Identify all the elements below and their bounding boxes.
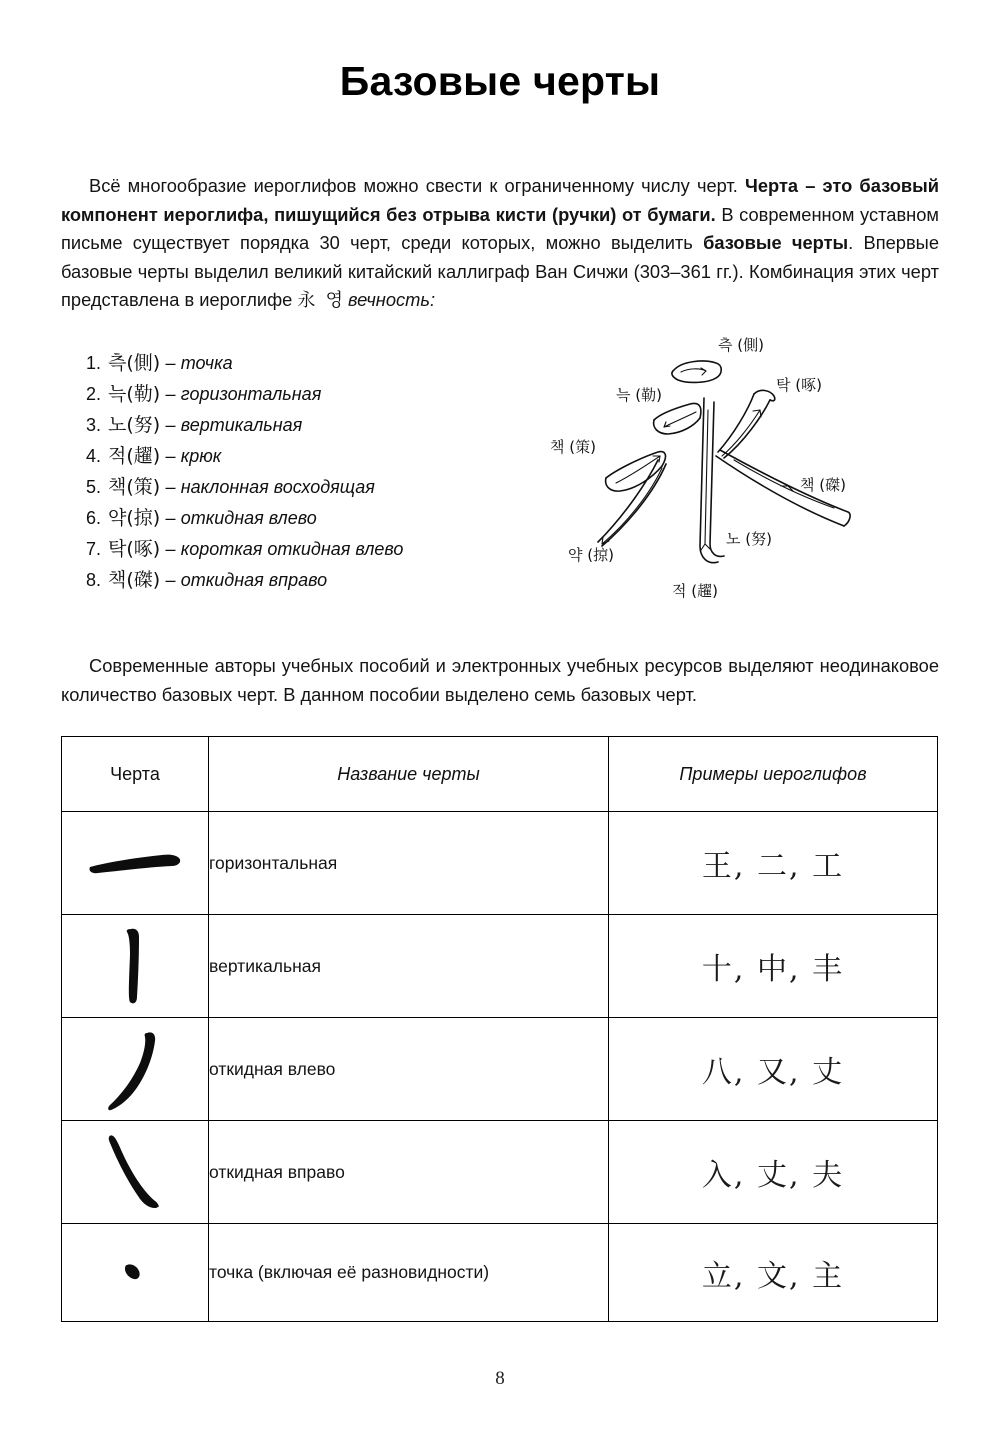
list-item-hanja: 늑(勒)	[108, 383, 161, 405]
list-item-dash: –	[165, 384, 176, 404]
table-row	[62, 1018, 938, 1121]
list-item-dash: –	[165, 353, 176, 373]
horizontal-stroke-icon	[80, 833, 190, 893]
list-item-number: 8.	[86, 570, 102, 590]
intro-italic-tail: вечность:	[348, 289, 436, 311]
list-item-dash: –	[165, 508, 176, 528]
list-item-hanja: 측(側)	[108, 352, 161, 374]
column-header-stroke: Черта	[62, 737, 209, 812]
dot-stroke-icon	[110, 1251, 160, 1295]
stroke-examples-cell: 十, 中, 丰	[609, 915, 938, 1018]
list-item-hanja: 노(努)	[108, 414, 161, 436]
page-number: 8	[495, 1368, 505, 1389]
list-item-hanja: 책(磔)	[108, 569, 161, 591]
table-body	[62, 812, 938, 1322]
list-item-description: откидная влево	[180, 508, 317, 528]
list-item-description: короткая откидная влево	[180, 539, 404, 559]
list-item-dash: –	[165, 446, 176, 466]
list-item-description: крюк	[180, 446, 222, 466]
intro-segment-2: В современном уставном письме существует порядка 30 черт, среди которых, можно выделить	[61, 203, 940, 254]
list-item-dash: –	[165, 415, 176, 435]
diagram-label-no: 노 (努)	[726, 530, 772, 548]
intro-paragraph	[61, 172, 939, 316]
stroke-examples-cell: 王, 二, 工	[609, 812, 938, 915]
list-item-description: точка	[180, 353, 233, 373]
right-falling-stroke-icon	[99, 1128, 171, 1216]
table-row	[62, 915, 938, 1018]
table-row	[62, 1224, 938, 1322]
han-character-yong: 永	[297, 290, 316, 312]
list-item-description: наклонная восходящая	[180, 477, 375, 497]
stroke-examples-cell: 入, 丈, 夫	[609, 1121, 938, 1224]
list-item	[86, 565, 516, 596]
list-item	[86, 472, 516, 503]
stroke-name-cell: откидная вправо	[209, 1121, 609, 1224]
yong-character-outline-svg	[548, 332, 944, 610]
list-item	[86, 503, 516, 534]
table-header-row	[62, 737, 938, 812]
list-item-hanja: 약(掠)	[108, 507, 161, 529]
stroke-glyph-cell	[62, 1121, 209, 1224]
stroke-name-cell: горизонтальная	[209, 812, 609, 915]
list-item-hanja: 책(策)	[108, 476, 161, 498]
list-item-hanja: 적(趯)	[108, 445, 161, 467]
table-header	[62, 737, 938, 812]
table-row	[62, 1121, 938, 1224]
stroke-name-cell: вертикальная	[209, 915, 609, 1018]
list-item	[86, 379, 516, 410]
vertical-stroke-icon	[105, 923, 165, 1009]
intro-segment-1: Всё многообразие иероглифов можно свести к ограниченному числу черт.	[89, 175, 745, 196]
list-item-number: 2.	[86, 384, 102, 404]
stroke-name-list	[86, 348, 516, 596]
list-item-number: 7.	[86, 539, 102, 559]
list-item-dash: –	[165, 539, 176, 559]
list-item-number: 5.	[86, 477, 102, 497]
stroke-glyph-cell	[62, 812, 209, 915]
list-item	[86, 410, 516, 441]
list-item-number: 6.	[86, 508, 102, 528]
stroke-name-cell: откидная влево	[209, 1018, 609, 1121]
column-header-examples: Примеры иероглифов	[609, 737, 938, 812]
stroke-glyph-cell	[62, 1224, 209, 1322]
yong-stroke-diagram	[548, 332, 944, 610]
list-item-description: откидная вправо	[180, 570, 328, 590]
intro-segment-3: . Впервые базовые черты выделил великий китайский каллиграф Ван Сичжи (303–361 гг.). Комбинация этих черт представлена в иероглифе	[61, 232, 939, 311]
diagram-label-neuk: 늑 (勒)	[616, 386, 662, 404]
left-falling-stroke-icon	[100, 1025, 170, 1113]
second-paragraph: Современные авторы учебных пособий и электронных учебных ресурсов выделяют неодинаковое количество базовых черт. В данном пособии выделено семь базовых черт.	[61, 655, 939, 705]
list-item-description: горизонтальная	[180, 384, 322, 404]
table-row	[62, 812, 938, 915]
hangul-yeong: 영	[325, 290, 343, 312]
intro-bold-2: базовые черты	[703, 232, 849, 254]
list-item-dash: –	[165, 570, 176, 590]
column-header-name: Название черты	[209, 737, 609, 812]
diagram-label-tak: 탁 (啄)	[776, 376, 822, 394]
list-item-description: вертикальная	[180, 415, 303, 435]
list-item-dash: –	[165, 477, 176, 497]
diagram-label-cheuk: 측 (側)	[718, 336, 764, 354]
list-item	[86, 441, 516, 472]
list-item-number: 3.	[86, 415, 102, 435]
list-item-number: 4.	[86, 446, 102, 466]
intro-bold-1: Черта – это базовый компонент иероглифа, пишущийся без отрыва кисти (ручки) от бумаги.	[61, 175, 939, 225]
stroke-examples-cell: 八, 又, 丈	[609, 1018, 938, 1121]
list-item-number: 1.	[86, 353, 102, 373]
basic-strokes-table	[61, 736, 938, 1322]
page-title: Базовые черты	[339, 58, 661, 104]
diagram-label-jeok: 적 (趯)	[672, 582, 718, 600]
diagram-label-chaek-taek: 책 (磔)	[800, 476, 846, 494]
list-item-hanja: 탁(啄)	[108, 538, 161, 560]
stroke-name-cell: точка (включая её разновидности)	[209, 1224, 609, 1322]
list-item	[86, 348, 516, 379]
list-item	[86, 534, 516, 565]
diagram-label-chaek-chaek: 책 (策)	[550, 438, 596, 456]
diagram-label-yak: 약 (掠)	[568, 546, 614, 564]
stroke-glyph-cell	[62, 1018, 209, 1121]
stroke-examples-cell: 立, 文, 主	[609, 1224, 938, 1322]
stroke-glyph-cell	[62, 915, 209, 1018]
